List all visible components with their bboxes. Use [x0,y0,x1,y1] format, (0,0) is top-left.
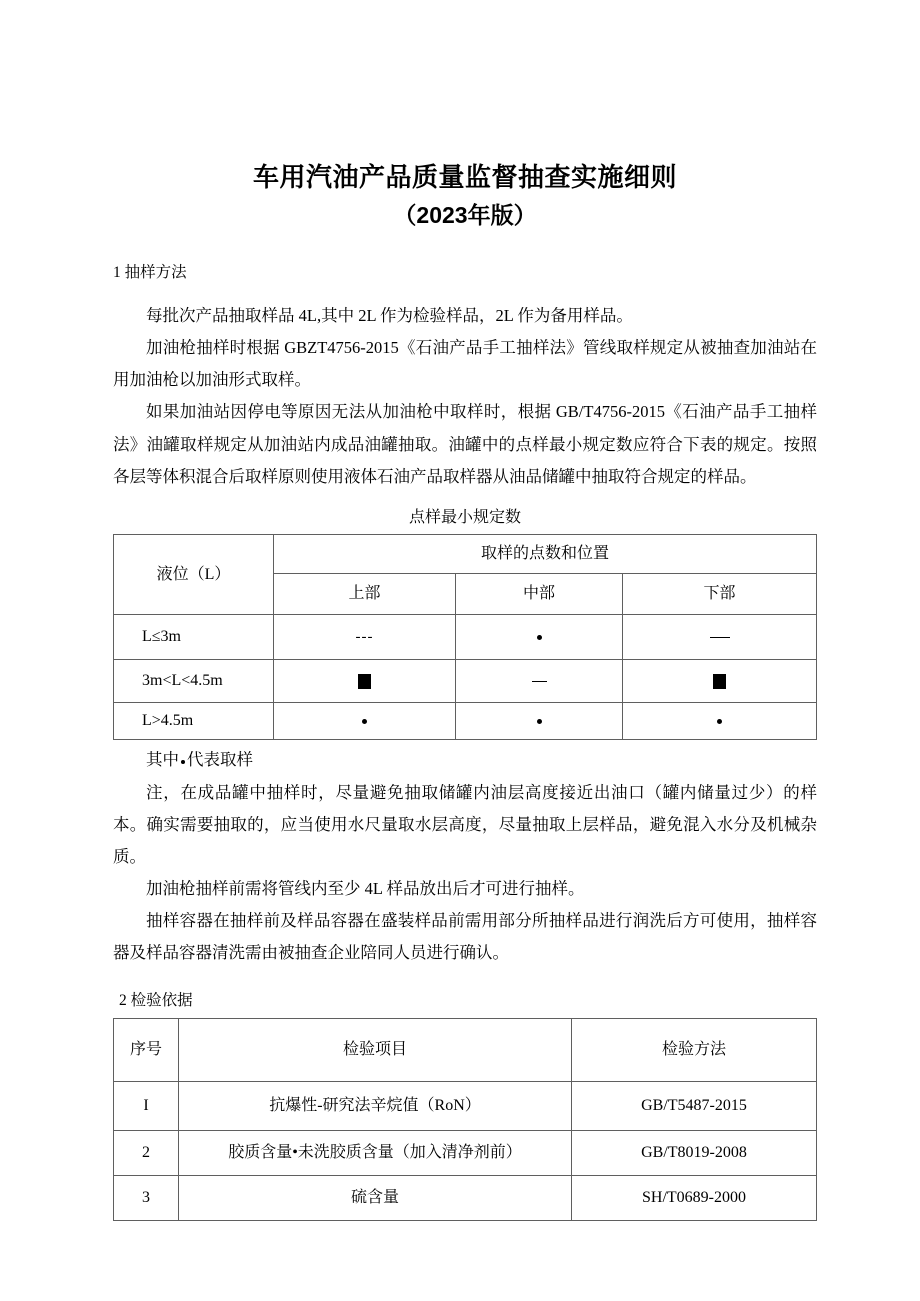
header-cell-test-item: 检验项目 [179,1018,572,1081]
header-cell-middle: 中部 [456,574,623,615]
cell-test-item: 硫含量 [179,1175,572,1220]
header-cell-serial-number: 序号 [114,1018,179,1081]
filled-square-icon [358,674,371,689]
table-row [114,1081,817,1130]
header-cell-test-method: 检验方法 [572,1018,817,1081]
table-row-header-group [114,535,817,574]
cell-test-item: 抗爆性-研究法辛烷值（RoN） [179,1081,572,1130]
dot-icon [537,719,542,724]
cell-top-symbol [274,660,456,703]
cell-test-method: GB/T8019-2008 [572,1130,817,1175]
filled-square-icon [713,674,726,689]
note-container-rinsing: 抽样容器在抽样前及样品容器在盛装样品前需用部分所抽样品进行润洗后方可使用，抽样容器及样品容器清洗需由被抽查企业陪同人员进行确认。 [113,911,817,963]
header-cell-liquid-level: 液位（L） [114,535,274,615]
table-row [114,1175,817,1220]
cell-top-symbol [274,615,456,660]
cell-test-item: 胶质含量•未洗胶质含量（加入清净剂前） [179,1130,572,1175]
cell-top-symbol [274,703,456,740]
table-caption-minimum-spot-samples: 点样最小规定数 [408,508,521,526]
page-subtitle: （2023年版） [393,202,537,229]
table-test-basis [113,1018,817,1221]
table-row [114,660,817,703]
dot-icon [362,719,367,724]
table-row [114,1130,817,1175]
header-cell-top: 上部 [274,574,456,615]
paragraph-tank-sampling: 如果加油站因停电等原因无法从加油枪中取样时，根据 GB/T4756-2015《石油产品手工抽样法》油罐取样规定从加油站内成品油罐抽取。油罐中的点样最小规定数应符合下表的规定。按照各层等体积混合后取样原则使用液体石油产品取样器从油品储罐中抽取符合规定的样品。 [113,402,817,486]
cell-level-value: L≤3m [114,615,274,660]
dot-icon [181,760,185,764]
note-purge-line: 加油枪抽样前需将管线内至少 4L 样品放出后才可进行抽样。 [146,879,585,899]
legend-prefix: 其中 [146,750,179,770]
header-cell-bottom: 下部 [623,574,817,615]
header-cell-sampling-points-group: 取样的点数和位置 [274,535,817,574]
dash-icon [710,637,730,639]
section-heading-test-basis: 2 检验依据 [119,991,193,1009]
paragraph-nozzle-sampling: 加油枪抽样时根据 GBZT4756-2015《石油产品手工抽样法》管线取样规定从被抽查加油站在用加油枪以加油形式取样。 [113,338,817,390]
cell-bottom-symbol [623,703,817,740]
cell-bottom-symbol [623,660,817,703]
note-tank-sampling-caution: 注，在成品罐中抽样时，尽量避免抽取储罐内油层高度接近出油口（罐内储量过少）的样本。确实需要抽取的，应当使用水尺量取水层高度，尽量抽取上层样品，避免混入水分及机械杂质。 [113,782,817,866]
cell-level-value: 3m<L<4.5m [114,660,274,703]
table-liquid-level [113,534,817,740]
dot-icon [717,719,722,724]
cell-serial-number: I [114,1081,179,1130]
cell-test-method: SH/T0689-2000 [572,1175,817,1220]
page-title: 车用汽油产品质量监督抽查实施细则 [252,162,677,192]
dashes-icon: --- [355,628,374,645]
paragraph-sample-volume: 每批次产品抽取样品 4L,其中 2L 作为检验样品，2L 作为备用样品。 [146,305,633,325]
cell-bottom-symbol [623,615,817,660]
cell-middle-symbol [456,703,623,740]
dash-icon [532,681,547,683]
table-row-header [114,1018,817,1081]
cell-serial-number: 3 [114,1175,179,1220]
dot-icon [537,635,542,640]
legend-line [113,740,817,776]
document-content [113,0,817,1221]
table-row [114,615,817,660]
section-heading-sampling-method: 1 抽样方法 [113,263,187,281]
legend-suffix: 代表取样 [187,750,253,770]
cell-middle-symbol [456,660,623,703]
cell-test-method: GB/T5487-2015 [572,1081,817,1130]
cell-middle-symbol [456,615,623,660]
table-row [114,703,817,740]
cell-serial-number: 2 [114,1130,179,1175]
cell-level-value: L>4.5m [114,703,274,740]
